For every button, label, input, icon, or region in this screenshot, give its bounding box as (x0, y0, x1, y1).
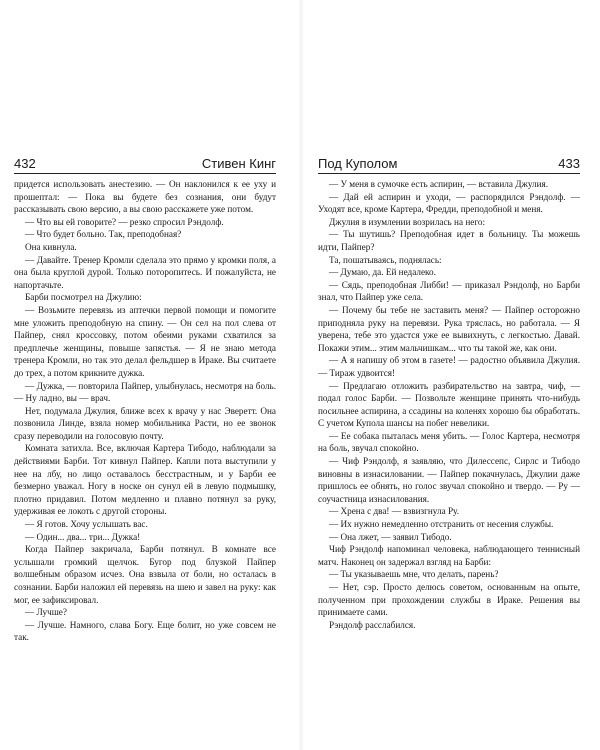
right-page-header (318, 155, 580, 174)
paragraph: — Предлагаю отложить разбирательство на завтра, чиф, — подал голос Барби. — Позвольте женщине принять что-нибудь посильнее аспирина, а ссадины на коленях хорошо бы обработать. С учетом Купола шансы на побег невелики. (318, 380, 580, 429)
paragraph: — Что будет больно. Так, преподобная? (25, 229, 182, 240)
running-title: Под Куполом (318, 156, 398, 171)
paragraph: — Ты указываешь мне, что делать, парень? (329, 569, 499, 580)
paragraph: — У меня в сумочке есть аспирин, — вставила Джулия. (329, 179, 549, 189)
paragraph: Джулия в изумлении возрилась на него: (329, 216, 486, 227)
paragraph: — Лучше? (25, 607, 67, 618)
paragraph: Чиф Рэндолф напоминал человека, наблюдающего теннисный матч. Наконец он задержал взгляд на Барби: (318, 544, 580, 567)
paragraph: Когда Пайпер закричала, Барби потянул. В комнате все услышали громкий щелчок. Бугор под блузкой Пайпер волшебным образом исчез. Она взвыла от боли, но осталась в сознании. Барби наложил ей перевязь на шею и завел на руку: как мог, ее зафиксировал. (14, 544, 276, 605)
paragraph: Барби посмотрел на Джулию: (25, 292, 142, 303)
paragraph: — Думаю, да. Ей недалеко. (329, 267, 436, 278)
paragraph: — Хрена с два! — взвизгнула Ру. (329, 506, 460, 517)
paragraph: — Один... два... три... Дужка! (25, 531, 141, 542)
paragraph: — А я напишу об этом в газете! — радостно объявила Джулия. — Тираж удвоится! (318, 355, 580, 378)
paragraph: — Их нужно немедленно отстранить от несения службы. (329, 519, 554, 530)
paragraph: — Что вы ей говорите? — резко спросил Рэндолф. (25, 216, 224, 227)
paragraph: Та, пошатываясь, поднялась: (329, 254, 442, 265)
page-number: 432 (14, 156, 36, 171)
paragraph: — Ты шутишь? Преподобная идет в больницу. Ты можешь идти, Пайпер? (318, 229, 580, 252)
paragraph: — Ее собака пыталась меня убить. — Голос Картера, несмотря на боль, звучал спокойно. (318, 430, 580, 454)
paragraph: — Нет, сэр. Просто делюсь советом, основанным на опыте, полученном при прохождении службы в Ираке. Решения вы принимаете сами. (318, 582, 580, 618)
paragraph: — Она лжет, — заявил Тибодо. (329, 531, 452, 542)
paragraph: — Я готов. Хочу услышать вас. (25, 519, 148, 530)
paragraph: — Чиф Рэндолф, я заявляю, что Дилессепс, Сирлс и Тибодо виновны в изнасиловании. — Пайпер покачнулась, Джулии даже пришлось ее обнять, но голос звучал спокойно и твердо. — Ру — соучастница изнасилования. (318, 456, 580, 504)
left-page-text (14, 178, 276, 644)
paragraph: — Лучше. Намного, слава Богу. Еще болит, но уже совсем не так. (14, 619, 276, 643)
running-title: Стивен Кинг (201, 156, 276, 171)
paragraph: — Давайте. Тренер Кромли сделала это прямо у кромки поля, а она была круглой дурой. Только поторопитесь. И пожалуйста, не напортачьте. (14, 254, 276, 290)
paragraph: Рэндолф расслабился. (329, 619, 416, 630)
paragraph: Нет, подумала Джулия, ближе всех к врачу у нас Эверетт. Она позвонила Линде, взяла номер мобильника Расти, но ее звонок сразу переводили на голосовую почту. (14, 405, 276, 441)
paragraph: Комната затихла. Все, включая Картера Тибодо, наблюдали за действиями Барби. Тот кивнул Пайпер. Капли пота выступили у нее на лбу, но лицо оставалось бесстрастным, и у Барби ее безмерно уважал. Ногу в носке он сунул ей в левую подмышку, плотно придавил. Потом медленно и плавно потянул за руку, удерживая ее локоть с другой стороны. (14, 443, 276, 517)
paragraph: — Почему бы тебе не заставить меня? — Пайпер осторожно приподняла руку на перевязи. Рука тряслась, но работала. — Я уверена, тебе это удастся уже ее вывихнуть, с легкостью. Давай. Покажи этим... этим мальчишкам... что ты такой же, как они. (318, 304, 580, 353)
book-gutter (298, 0, 304, 750)
paragraph: — Сядь, преподобная Либби! — приказал Рэндолф, но Барби знал, что Пайпер уже села. (318, 279, 580, 303)
left-page-header (14, 155, 276, 174)
paragraph: придется использовать анестезию. — Он наклонился к ее уху и прошептал: — Пока вы будете без сознания, они будут рассказывать свою версию, а вы свою расскажете уже потом. (14, 179, 276, 215)
right-page (318, 155, 580, 735)
paragraph: — Дужка, — повторила Пайпер, улыбнулась, несмотря на боль. — Ну ладно, вы — врач. (14, 380, 276, 404)
paragraph: Она кивнула. (25, 241, 77, 252)
left-page (14, 155, 276, 735)
right-page-text (318, 178, 580, 631)
page-number: 433 (558, 156, 580, 171)
paragraph: — Возьмите перевязь из аптечки первой помощи и помогите мне уложить преподобную на спину. — Он сел на пол слева от Пайпер, снял кроссовку, потом обеими руками схватился за предплечье женщины, повыше запястья. — Я не знаю метода тренера Кромли, но так это делал фельдшер в Ираке. Вы считаете до трех, а потом крикните дужка. (14, 304, 276, 378)
paragraph: — Дай ей аспирин и уходи, — распорядился Рэндолф. — Уходят все, кроме Картера, Фредди, преподобной и меня. (318, 191, 580, 215)
